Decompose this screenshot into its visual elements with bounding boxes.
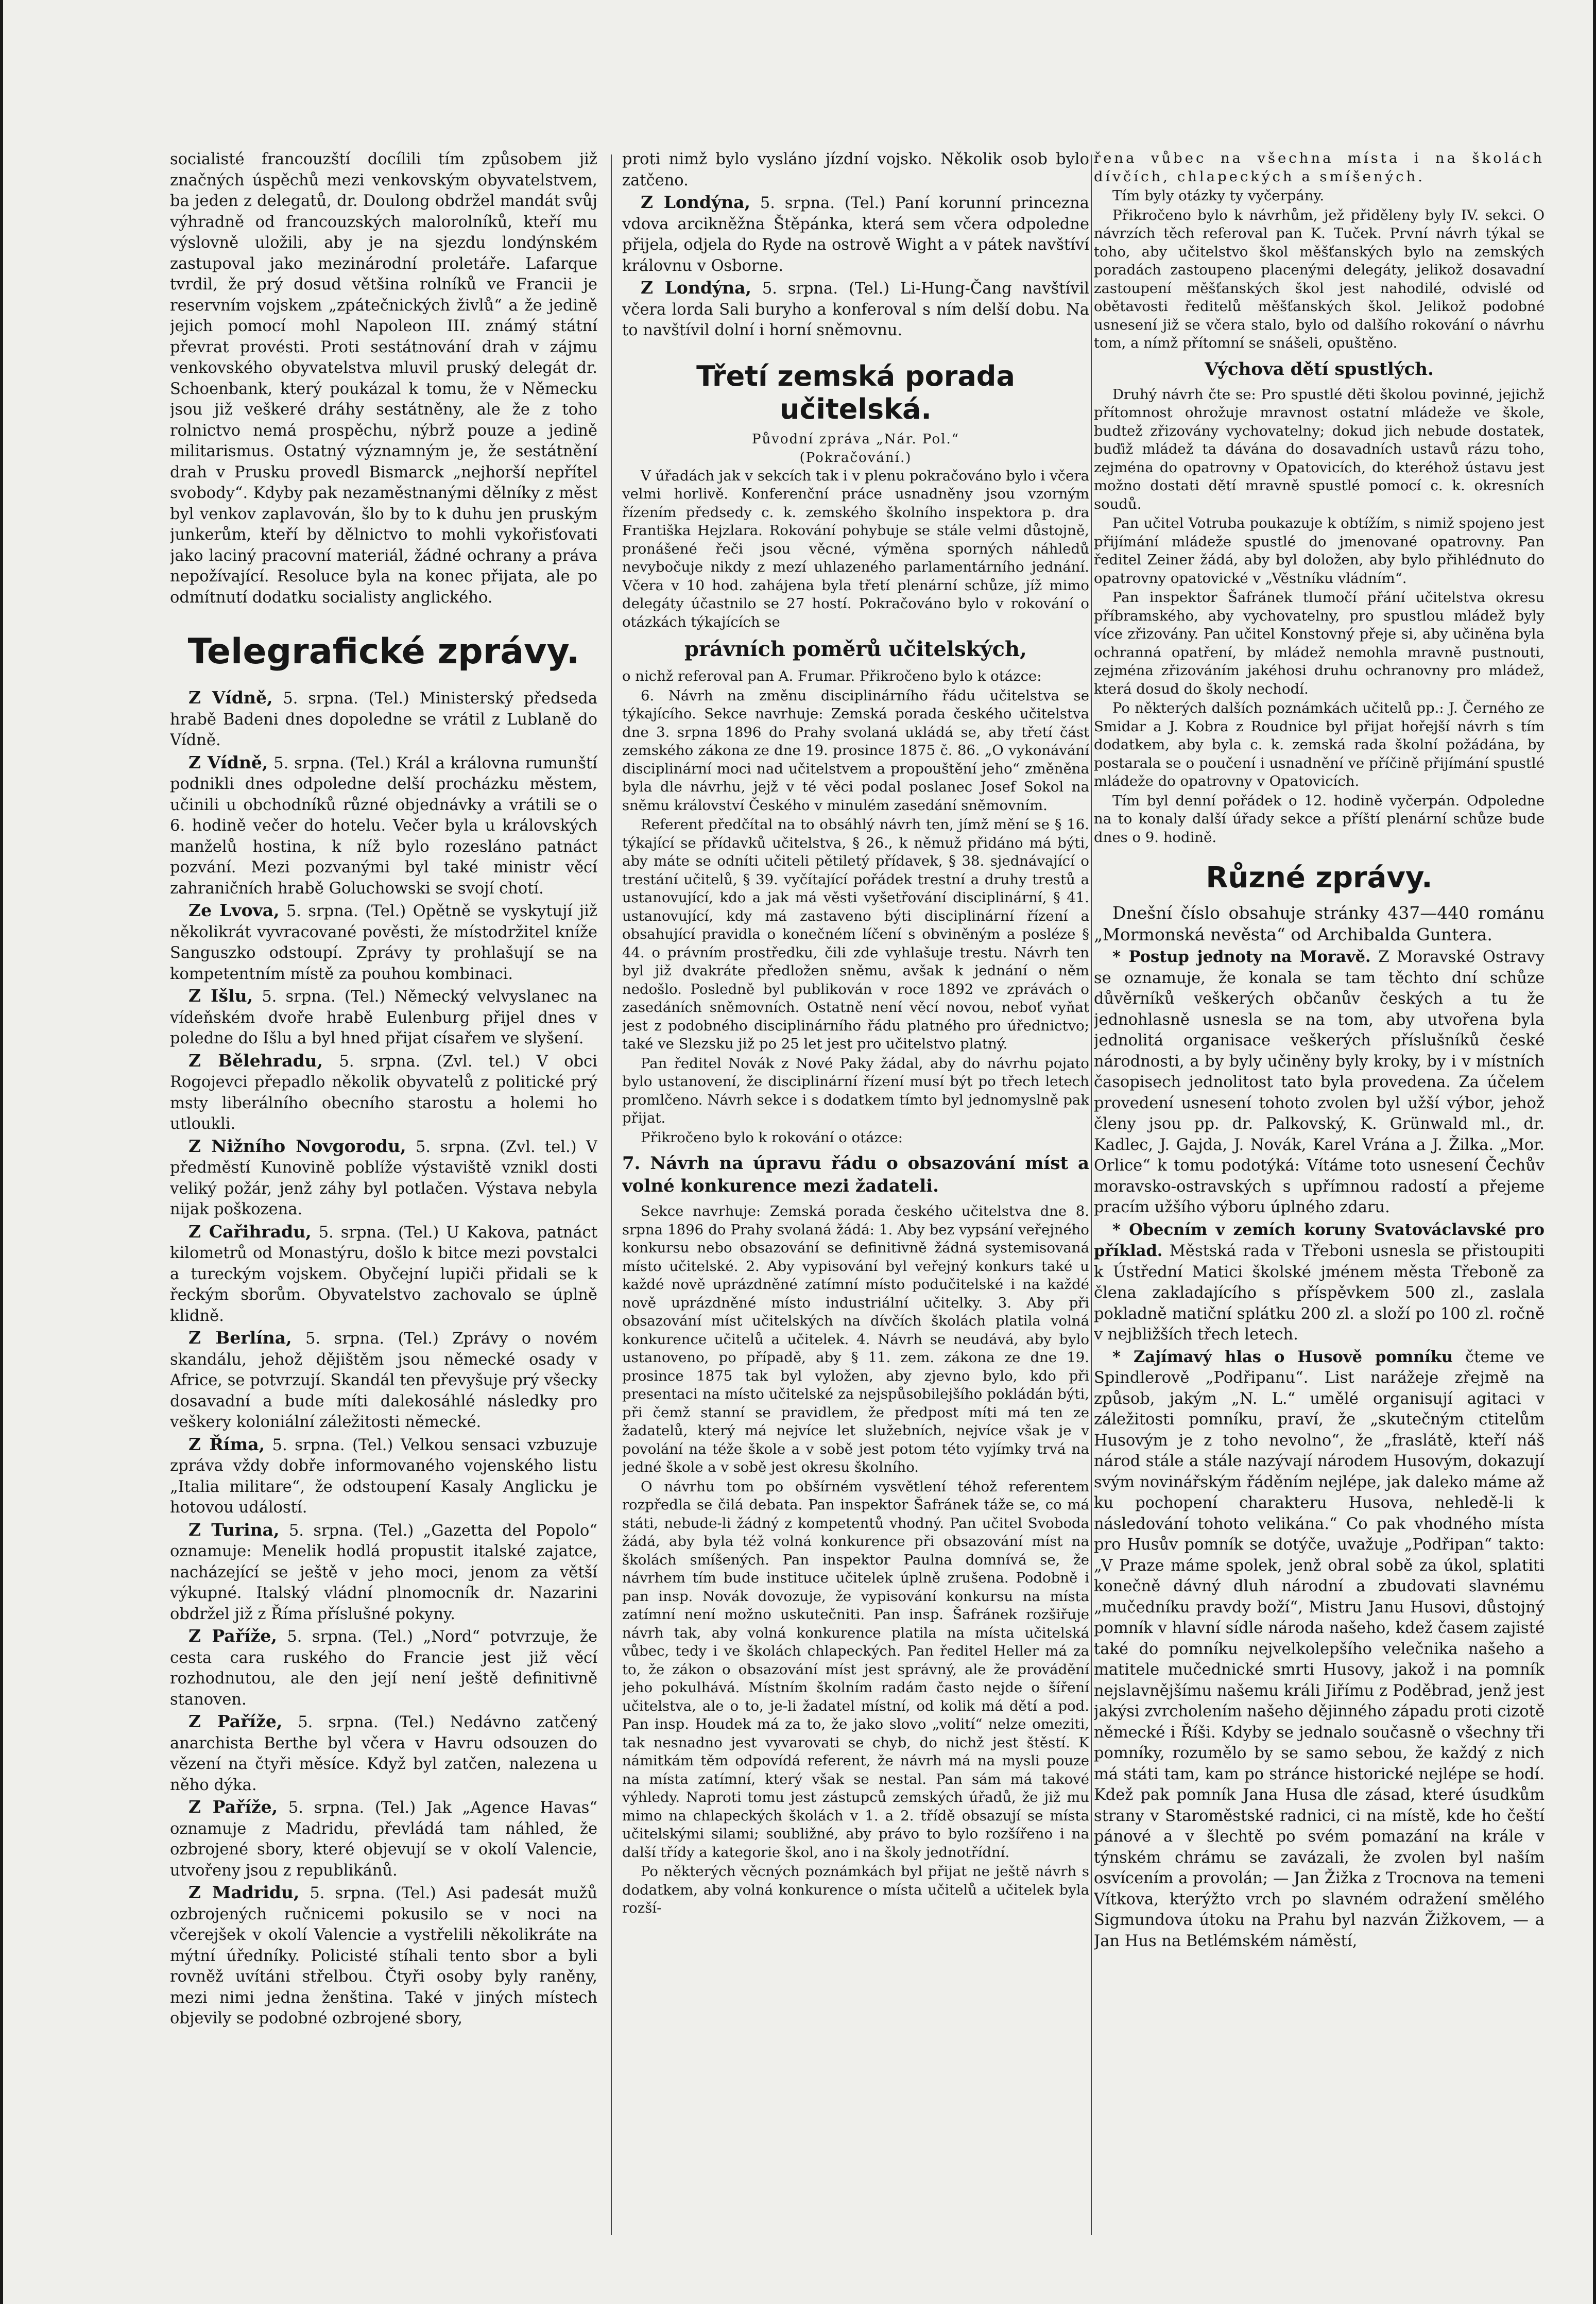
- news-text: 5. srpna. (Tel.) Paní korunní princezna vdova arcikněžna Štěpánka, která sem včera odpoledne přijela, odjela do Ryde na ostrově Wight a v pátek navštíví královnu v Osborne.: [622, 194, 1089, 275]
- paragraph: O návrhu tom po obšírném vysvětlení téhož referentem rozpředla se čilá debata. Pan inspektor Šafránek táže se, co má státi, nebude-li žádný z kompetentů vhodný. Pan učitel Svoboda žádá, aby byla též volná konkurence při obsazování míst na školách smíšených. Pan inspektor Paulna domnívá se, že návrhem tím bude instituce učitelek úplně zrušena. Podobně i pan insp. Novák dovozuje, že vypisování konkursu na místa zatímní není možno uskutečniti. Pan insp. Šafránek rozšiřuje návrh tak, aby volná konkurence platila na místa učitelská vůbec, tedy i ve školách chlapeckých. Pan ředitel Heller má za to, že zákon o obsazování míst jest správný, ale že provádění jeho pokulhává. Místním školním radám často nejde o šíření učitelstva, ale o to, je-li žadatel místní, od kolik má dětí a pod. Pan insp. Houdek má za to, že jako slovo „volití“ nelze omeziti, tak nesnadno jest vyvarovati se chyb, do nichž jest štěstí. K námitkám těm odpovídá referent, že návrh má na mysli pouze na místa zatímní, který však se nestal. Pan sám má takové výhledy. Naproti tomu jest zástupců zemských úřadů, že již mu mimo na chlapeckých školách v 1. a 2. třídě obsazují se místa učitelskými silami; soubližné, aby právo to bylo rozšířeno i na další třídy a kategorie škol, ano i na školy jednotřídní.: [622, 1478, 1089, 1861]
- telegraph-text: 5. srpna. (Tel.) Zprávy o novém skandálu, jehož dějištěm jsou německé osady v Africe, se potvrzují. Skandál ten převyšuje prý všecky dosavadní a bude míti dalekosáhlé následky pro veškery koloniální záležitosti německé.: [170, 1330, 597, 1431]
- news-item: [622, 192, 1089, 277]
- telegraph-text: 5. srpna. (Tel.) Asi padesát mužů ozbrojených ručnicemi pokusilo se v noci na včerejšek v okolí Valencie a vystřelili několikráte na mýtní úředníky. Policisté stíhali tento sbor a byli rovněž uvítáni střelbou. Čtyři osoby byly raněny, mezi nimi jedna ženština. Také v jiných místech objevily se podobné ozbrojené sbory,: [170, 1884, 597, 2027]
- column-rule: [1091, 154, 1092, 2235]
- section-heading-telegraphic: Telegrafické zprávy.: [187, 631, 580, 672]
- dateline: Z Turina,: [188, 1519, 280, 1540]
- intro-paragraph: socialisté francouzští docílili tím způsobem již značných úspěchů mezi venkovským obyvatelstvem, ba jeden z delegatů, dr. Doulong obdržel mandát svůj výhradně od francouzských malorolníků, kteří mu výslovně uložili, aby je na sjezdu londýnském zastupoval jako mezinárodní proletáře. Lafarque tvrdil, že prý dosud většina rolníků ve Francii je reservním vojskem „zpátečnických živlů“ a že jedině jejich pomocí mohl Napoleon III. známý státní převrat provésti. Proti sestátnování drah v zájmu venkovského obyvatelstva mluvil pruský delegát dr. Schoenbank, který poukázal k tomu, že v Německu jsou již veškeré dráhy sestátněny, ale že z toho rolnictvo nemá prospěchu, nýbrž pouze a jedině militarismus. Ostatný významným je, že sestátnění drah v Prusku provedl Bismarck „nejhorší nepřítel svobody“. Kdyby pak nezaměstnanými dělníky z měst byl venkov zaplavován, šlo by to k duhu jen pruským junkerům, kteří by dělnictvo to mohli vykořisťovati jako laciný pracovní materiál, žádné ochrany a práva nepožívající. Resoluce byla na konec přijata, ale po odmítnutí dodatku socialisty anglického.: [170, 150, 597, 607]
- telegraph-item: [170, 1328, 597, 1433]
- dateline: Z Cařihradu,: [188, 1221, 312, 1242]
- news-item: [1094, 1219, 1544, 1346]
- telegraph-text: 5. srpna. (Tel.) Velkou sensaci vzbuzuje zpráva vždy dobře informovaného vojenského listu „Italia militare“, že odstoupení Kasaly Anglicku je hotovou událostí.: [170, 1436, 597, 1517]
- telegraph-text: 5. srpna. (Tel.) Nedávno zatčený anarchista Berthe byl včera v Havru odsouzen do vězení na čtyři měsíce. Když byl zatčen, nalezena u něho dýka.: [170, 1713, 597, 1794]
- telegraph-text: 5. srpna. (Tel.) Král a královna rumunští podnikli dnes odpoledne delší procházku městem, učinili u obchodníků různé objednávky a vrátili se o 6. hodině večer do hotelu. Večer byla u královských manželů hostina, k níž bylo rozesláno patnáct pozvání. Mezi pozvanými byl také ministr věcí zahraničních hrabě Goluchowski se svojí chotí.: [170, 754, 597, 898]
- telegraph-text: 5. srpna. (Tel.) „Nord“ potvrzuje, že cesta cara ruského do Francie jest již věcí rozhodnutou, ale den její není ještě definitivně stanoven.: [170, 1628, 597, 1709]
- novel-notice: Dnešní číslo obsahuje stránky 437—440 románu „Mormonská nevěsta“ od Archibalda Guntera.: [1094, 903, 1544, 944]
- telegraph-item: [170, 1882, 597, 2030]
- topic-heading: právních poměrů učitelských,: [684, 637, 1027, 661]
- telegraph-item: [170, 1051, 597, 1135]
- paragraph: Pan inspektor Šafránek tlumočí přání učitelstva okresu příbramského, aby vychovatelny, pro spustlou mládež byly více zřizovány. Pan učitel Konstovný přeje si, aby učiněna byla ochranná opatření, by mládež nemohla mravně pustnouti, zejména zřizováním jakéhosi druhu ochranovny pro mládež, která dosud do školy nechodí.: [1094, 589, 1544, 697]
- column-rule: [611, 154, 612, 2235]
- telegraph-item: [170, 752, 597, 900]
- dateline: Z Říma,: [188, 1434, 265, 1454]
- dateline: Z Bělehradu,: [188, 1050, 323, 1071]
- paragraph: Druhý návrh čte se: Pro spustlé děti školou povinné, jejichž přítomnost ohrožuje mravnost ostatní mládeže ve škole, budtež zřizovány vychovatelny; dokud jich nebude dostatek, buďiž mládež ta dávána do dosavadních ustavů rázu toho, zejména do opatrovny v Opatovicích, do kteréhož ústavu jest možno dostati dětí mravně spustlé pomocí c. k. okresních soudů.: [1094, 386, 1544, 512]
- telegraph-text: 5. srpna. (Tel.) U Kakova, patnáct kilometrů od Monastýru, došlo k bitce mezi povstalci a tureckým vojskem. Obyčejní lupiči přidali se k řeckým sborům. Obyvatelstvo zachovalo se úplně klidně.: [170, 1223, 597, 1325]
- continuation-note: (Pokračování.): [799, 450, 912, 466]
- news-item: [1094, 947, 1544, 1218]
- telegraph-text: 5. srpna. (Tel.) Německý velvyslanec na vídeňském dvoře hrabě Eulenburg přijel dnes v poledne do Išlu a byl hned přijat císařem ve slyšení.: [170, 988, 597, 1047]
- dateline: Z Paříže,: [188, 1797, 278, 1817]
- paragraph: 6. Návrh na změnu disciplinárního řádu učitelstva se týkajícího. Sekce navrhuje: Zemská porada českého učitelstva dne 3. srpna 1896 do Prahy svolaná ukládá se, aby třetí část zemského zákona ze dne 19. prosince 1875 č. 86. „O vykonávání disciplinární moci nad učitelstvem a propouštění jeho“ změněna byla dle návrhu, jejž v té věci podal poslanec Josef Sokol na sněmu království Českého v minulém zasedání sněmovním.: [622, 687, 1089, 814]
- news-item: [1094, 1347, 1544, 1952]
- scan-border-left: [0, 0, 3, 2304]
- column-2: [622, 149, 1089, 2250]
- article-body: [622, 467, 1089, 1918]
- news-text: čteme ve Spindlerově „Podřipanu“. List narážeje zřejmě na způsob, jakým „N. L.“ umělé organisují agitaci v záležitosti pomníku, praví, že „skutečným ctitelům Husovým je z toho nevolno“, že „fraslátě, kteří náš národ stále a stále nazývají národem Husovým, dokazují svým novinářským řáděním nejlépe, jak daleko máme až ku pochopení charakteru Husova, nehledě-li k následování tohoto velikána.“ Co pak vhodného místa pro Husův pomník se dotýče, uvažuje „Podřipan“ takto: „V Praze máme spolek, jenž obral sobě za úkol, splatiti konečně dávný dluh národní a zbudovati slavnému „mučedníku pravdy boží“, Mistru Janu Husovi, důstojný pomník v hlavní sídle národa našeho, kdež časem zajisté také do pomníku nejvelkolepšího velečnika našeho a matitele mučednické smrti Husovy, jakož i na pomník nejslavnějšímu našemu králi Jiřímu z Poděbrad, jenž jest jakýsi zvrcholením našeho dějinného západu proti cizotě německé i Říši. Kdyby se jednalo současně o všechny tři pomníky, rozumělo by se samo sebou, že každý z nich má státi tam, kam po stránce historické nejlépe se hodí. Kdež pak pomník Jana Husa dle zásad, které úsudkům strany v Staroměstské radnici, ci na místě, kde ho čeští pánové a v šlechtě po svém pomazání na krále v týnském chrámu se zavázali, že zvolen byl naším osvícením a provolán; — Jan Žižka z Trocnova na temeni Vítkova, kterýžto vrch po slavném odražení smělého Sigmundova útoku na Prahu byl nazván Žižkovem, — a Jan Hus na Betlémském náměstí,: [1094, 1348, 1544, 1950]
- paragraph: Referent předčítal na to obsáhlý návrh ten, jímž mění se § 16. týkající se přídavků učitelstva, § 26., k němuž přidáno má býti, aby máte se odníti učiteli pětiletý přídavek, § 38. sjednávající o trestání učitelů, § 39. vyčítající pořádek trestní a druhy trestů a ustanovující, kdo a jak má věsti vyšetřování disciplinární, § 41. ustanovující, kdy má zastaveno býti disciplinární řízení a obsahující pravidla o konečném líčení s obviněným a posléze § 44. o právním prostředku, čili zde vyhlašuje trestu. Návrh ten byl již dvakráte předložen sněmu, avšak k jednání o něm nedošlo. Posledně byl publikován v roce 1892 ve zprávách o zasedáních sněmovních. Ostatně není věcí novou, neboť vyňat jest z podobného disciplinárního řádu platného pro úřednictvo; také ve Slezsku již po 25 let jest pro učitelstvo platný.: [622, 816, 1089, 1052]
- dateline: Z Madridu,: [188, 1882, 300, 1902]
- news-title: * Postup jednoty na Moravě.: [1112, 948, 1371, 966]
- dateline: Z Išlu,: [188, 986, 253, 1006]
- dateline: Z Berlína,: [188, 1328, 292, 1348]
- dateline: Z Nižního Novgorodu,: [188, 1136, 406, 1156]
- column-3: [1094, 149, 1544, 2250]
- subheading-children: Výchova dětí spustlých.: [1205, 358, 1434, 380]
- telegraph-item: [170, 1434, 597, 1519]
- source-line: Původní zpráva „Nár. Pol.“: [751, 431, 960, 447]
- telegraph-item: [170, 986, 597, 1050]
- paragraph: Sekce navrhuje: Zemská porada českého učitelstva dne 8. srpna 1896 do Prahy svolaná žádá: 1. Aby bez vypsání veřejného konkursu nebo obsazování se definitivně žádná systemisovaná místo učitelské. 2. Aby vypisování byl veřejný konkurs také u každé nově uprázdněné zatímní místo podučitelské i na každé nově uprázdněné místo industriální učitelky. 3. Aby při obsazování míst učitelských na dívčích školách platila volná konkurence učitelů a učitelek. 4. Návrh se neudává, aby bylo ustanoveno, po případě, aby § 11. zem. zákona ze dne 19. prosince 1875 tak byl vyložen, aby zjevno bylo, kdo při presentaci na místo učitelské za nejspůsobilejšího pokládán býti, při čemž stanní se pravidlem, že předpost míti má ten ze žadatelů, který má nejvíce let služebních, nejvíce však je v povolání na téže škole a v sobě jest potom této vyjímky trvá na jedné škole a v sobě jest okresu školního.: [622, 1203, 1089, 1475]
- subheading-item7: 7. Návrh na úpravu řádu o obsazování míst a volné konkurence mezi žadateli.: [622, 1153, 1089, 1196]
- telegraph-text: 5. srpna. (Zvl. tel.) V obci Rogojevci přepadlo několik obyvatelů z politické prý msty liberálního obecního starostu a holemi ho utloukli.: [170, 1052, 597, 1133]
- dateline: Z Vídně,: [188, 687, 273, 708]
- article-body: [1094, 149, 1544, 847]
- paragraph: Po některých věcných poznámkách byl přijat ne ještě návrh s dodatkem, aby volná konkurence o místa učitelů a učitelek byla rozší-: [622, 1863, 1089, 1916]
- paragraph: Pan učitel Votruba poukazuje k obtížím, s nimiž spojeno jest přijímání mládeže spustlé do jmenované opatrovny. Pan ředitel Zeiner žádá, aby byl doložen, aby bylo přihlédnuto do opatrovny opatovické v „Věstníku vládním“.: [1094, 515, 1544, 587]
- telegraph-item: [170, 1520, 597, 1625]
- section-heading-misc: Různé zprávy.: [1206, 861, 1433, 895]
- news-text: 5. srpna. (Tel.) Li-Hung-Čang navštívil včera lorda Sali buryho a konferoval s ním delší dobu. Na to navštívil dolní i horní sněmovnu.: [622, 280, 1089, 339]
- telegraph-item: [170, 1797, 597, 1881]
- dateline: Z Londýna,: [641, 192, 751, 212]
- telegraph-item: [170, 1136, 597, 1220]
- dateline: Z Londýna,: [641, 278, 752, 298]
- dateline: Z Vídně,: [188, 752, 268, 772]
- paragraph: V úřadách jak v sekcích tak i v plenu pokračováno bylo i včera velmi horlivě. Konferenční práce usnadněny jsou vzorným řízením předsedy c. k. zemského školního inspektora p. dra Františka Hejzlara. Rokování pohybuje se stále velmi důstojně, pronášené řeči jsou věcné, výměna sporných náhledů nevybočuje nikdy z mezí uhlazeného parlamentárního jednání. Včera v 10 hod. zahájena byla třetí plenární schůze, jíž mimo delegáty účastnilo se 27 hostí. Pokračováno bylo v rokování o otázkách týkajících se: [622, 467, 1089, 630]
- news-title: * Obecním v zemích koruny Svatováclavské pro příklad.: [1094, 1220, 1544, 1260]
- paragraph: Tím byl denní pořádek o 12. hodině vyčerpán. Odpoledne na to konaly další úřady sekce a příští plenární schůze bude dnes o 9. hodině.: [1094, 792, 1544, 846]
- paragraph: Pan ředitel Novák z Nové Paky žádal, aby do návrhu pojato bylo ustanovení, že disciplinární řízení musí být po třech letech promlčeno. Návrh sekce i s dodatkem tímto byl jednomyslně pak přijat.: [622, 1055, 1089, 1126]
- column-1: [170, 149, 597, 2250]
- paragraph: Přikročeno bylo k rokování o otázce:: [641, 1129, 903, 1146]
- telegraph-text: 5. srpna. (Tel.) „Gazetta del Popolo“ oznamuje: Menelik hodlá propustit italské zajatce, nacházející se ještě v jeho moci, jenom za větší výkupné. Italský vládní plnomocník dr. Nazarini obdržel již z Říma příslušné pokyny.: [170, 1521, 597, 1623]
- article-continuation: proti nimž bylo vysláno jízdní vojsko. Několik osob bylo zatčeno.: [622, 150, 1089, 190]
- telegraph-text: 5. srpna. (Tel.) Jak „Agence Havas“ oznamuje z Madridu, převládá tam náhled, že ozbrojené sbory, které objevují se v okolí Valencie, utvořeny jsou z republikánů.: [170, 1799, 597, 1880]
- telegraph-item: [170, 1222, 597, 1327]
- telegraph-text: 5. srpna. (Tel.) Ministerský předseda hrabě Badeni dnes dopoledne se vrátil z Lublaně do Vídně.: [170, 690, 597, 749]
- telegraph-item: [170, 1626, 597, 1710]
- telegraph-text: 5. srpna. (Tel.) Opětně se vyskytují již několikrát vyvracované pověsti, že místodržitel kníže Sanguszko odstoupí. Zprávy ty prohlašují se na kompetentním místě za pouhou kombinaci.: [170, 902, 597, 983]
- telegraph-item: [170, 1711, 597, 1796]
- dateline: Z Paříže,: [188, 1626, 277, 1646]
- paragraph: Po některých dalších poznámkách učitelů pp.: J. Černého ze Smidar a J. Kobra z Roudnice byl přijat hořejší návrh s tím dodatkem, aby byla c. k. zemská rada školní požádána, by postarala se o poučení i usnadnění ve příčině přijímání spustlé mládeže do opatrovny v Opatovicích.: [1094, 700, 1544, 789]
- news-text: Z Moravské Ostravy se oznamuje, že konala se tam těchto dní schůze důvěrníků veškerých občanův českých a tu že jednohlasně usnesla se na tom, aby utvořena byla jednolitá organisace veškerých příslušníků české národnosti, a by byly učiněny byly kroky, by i v místních časopisech jednolitost tato byla provedena. Za účelem provedení usnesení tohoto zvolen byl užší výbor, jehož členy jsou pp. dr. Palkovský, K. Grünwald ml., dr. Kadlec, J. Gajda, J. Novák, Karel Vrána a J. Žilka. „Mor. Orlice“ k tomu podotýká: Vítáme toto usnesení Čechův moravsko-ostravských s upřímnou radostí a přejeme pracím užšího výboru úplného zdaru.: [1094, 948, 1544, 1216]
- dateline: Ze Lvova,: [188, 900, 280, 920]
- section-heading-teachers: Třetí zemská porada učitelská.: [696, 359, 1015, 425]
- news-text: Městská rada v Třeboni usnesla se přistoupiti k Ústřední Matici školské jménem města Třeboně za člena zakladajícího s příspěvkem 500 zl., zaslala pokladně matiční splátku 200 zl. a složí po 100 zl. ročně v nejbližších třech letech.: [1094, 1242, 1544, 1344]
- news-title: * Zajímavý hlas o Husově pomníku: [1112, 1347, 1453, 1366]
- paragraph: Přikročeno bylo k návrhům, jež přiděleny byly IV. sekci. O návrzích těch referoval pan K. Tuček. První návrh týkal se toho, aby učitelstvo škol měšťanských bylo na zemských poradách zastoupeno placenými delegáty, jelikož dosavadní zastoupení měšťanských škol jest nahodilé, odvislé od obětavosti ředitelů měšťanských škol. Jelikož podobné usnesení již se včera stalo, bylo od dalšího rokování o návrhu tom, a nímž přítomní se snášeli, opuštěno.: [1094, 207, 1544, 351]
- telegraph-item: [170, 687, 597, 751]
- scan-border-right: [1593, 0, 1596, 2304]
- telegraph-text: 5. srpna. (Zvl. tel.) V předměstí Kunovině poblíže výstaviště vznikl dosti veliký požár, jenž záhy byl potlačen. Výstava nebyla nijak poškozena.: [170, 1138, 597, 1218]
- telegraph-list: [170, 687, 597, 2030]
- news-item: [622, 278, 1089, 341]
- dateline: Z Paříže,: [188, 1711, 283, 1731]
- telegraph-item: [170, 900, 597, 985]
- paragraph: o nichž referoval pan A. Frumar. Přikročeno bylo k otázce:: [622, 668, 1042, 684]
- paragraph: Tím byly otázky ty vyčerpány.: [1112, 187, 1325, 204]
- paragraph: řena vůbec na všechna místa i na školách dívčích, chlapeckých a smíšených.: [1094, 150, 1544, 185]
